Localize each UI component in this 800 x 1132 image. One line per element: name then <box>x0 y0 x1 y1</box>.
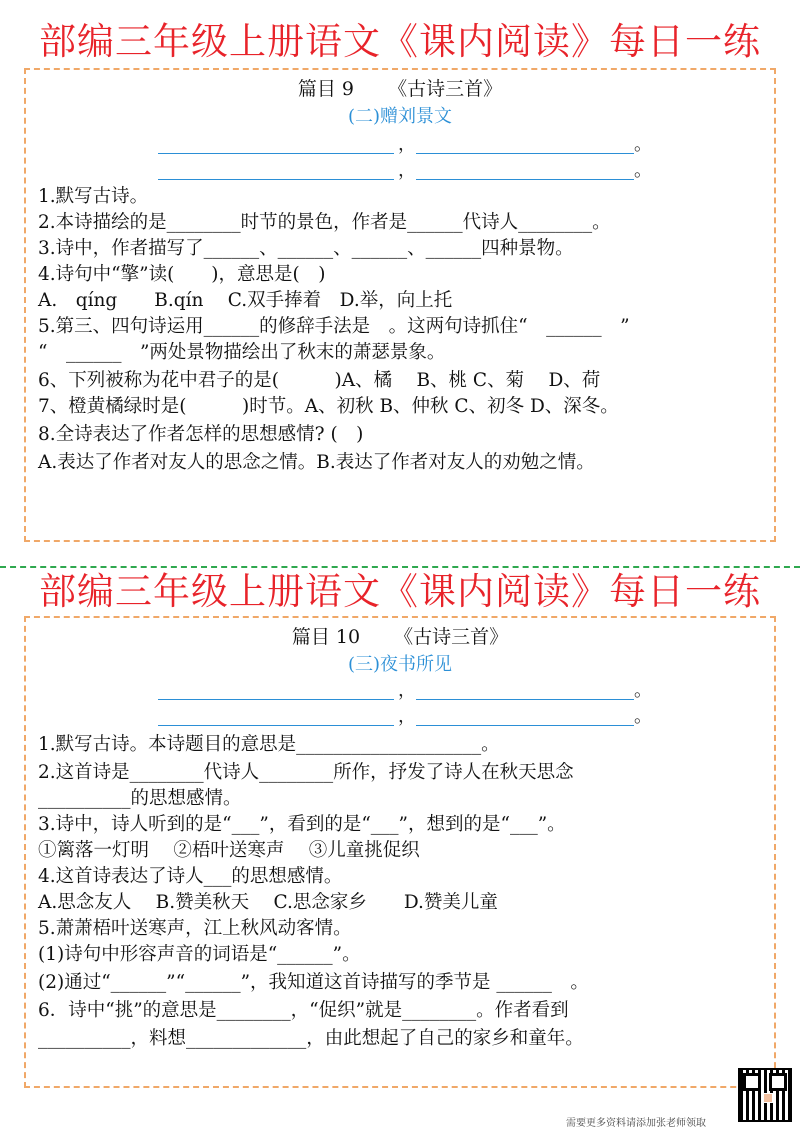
question-line: __________，料想_____________，由此想起了自己的家乡和童年。 <box>38 1028 584 1049</box>
question-line: (2)通过“______”“______”，我知道这首诗描写的季节是 ______ 。 <box>38 972 589 993</box>
comma: ， <box>398 680 416 701</box>
section-heading <box>0 74 800 101</box>
question-line: 3.诗中，诗人听到的是“___”，看到的是“___”，想到的是“___”。 <box>38 814 566 835</box>
question-line: 6．诗中“挑”的意思是________，“促织”就是________。作者看到 <box>38 1000 569 1021</box>
question-line: 5.第三、四句诗运用______的修辞手法是 。这两句诗抓住“ ______ ” <box>38 316 630 337</box>
section-number: 篇目 10 <box>291 626 361 648</box>
question-line: 1.默写古诗。 <box>38 186 149 207</box>
question-line: 4.诗句中“擎”读( )，意思是( ) <box>38 264 326 285</box>
question-line: __________的思想感情。 <box>38 788 242 809</box>
question-line: 4.这首诗表达了诗人___的思想感情。 <box>38 866 343 887</box>
question-line: 7、橙黄橘绿时是( )时节。A、初秋 B、仲秋 C、初冬 D、深冬。 <box>38 396 619 417</box>
question-line: ①篱落一灯明 ②梧叶送寒声 ③儿童挑促织 <box>38 840 420 861</box>
comma: ， <box>398 706 416 727</box>
question-line: 2.这首诗是________代诗人________所作，抒发了诗人在秋天思念 <box>38 762 574 783</box>
question-line: 5.萧萧梧叶送寒声，江上秋风动客情。 <box>38 918 352 939</box>
book-title: 《古诗三首》 <box>394 626 509 648</box>
question-line: A.表达了作者对友人的思念之情。B.表达了作者对友人的劝勉之情。 <box>38 452 595 473</box>
period: 。 <box>634 134 652 155</box>
period: 。 <box>634 680 652 701</box>
question-line: 3.诗中，作者描写了______、______、______、______四种景物。 <box>38 238 574 259</box>
footer-note: 需要更多资料请添加张老师领取 <box>566 1118 706 1129</box>
question-line: 1.默写古诗。本诗题目的意思是____________________。 <box>38 734 500 755</box>
qr-avatar-icon <box>763 1093 773 1103</box>
question-line: 2.本诗描绘的是________时节的景色，作者是______代诗人________。 <box>38 212 611 233</box>
question-line: A. qíng B.qín C.双手捧着 D.举，向上托 <box>38 290 453 311</box>
book-title: 《古诗三首》 <box>388 78 503 100</box>
section-divider <box>0 566 800 568</box>
question-line: 8.全诗表达了作者怎样的思想感情? ( ) <box>38 424 364 445</box>
question-line: “ ______ ”两处景物描绘出了秋末的萧瑟景象。 <box>38 342 446 363</box>
question-line: (1)诗句中形容声音的词语是“______”。 <box>38 944 361 965</box>
period: 。 <box>634 160 652 181</box>
question-line: A.思念友人 B.赞美秋天 C.思念家乡 D.赞美儿童 <box>38 892 498 913</box>
poem-title: (二)赠刘景文 <box>347 106 453 127</box>
page-title-bottom: 部编三年级上册语文《课内阅读》每日一练 <box>39 570 761 613</box>
period: 。 <box>634 706 652 727</box>
comma: ， <box>398 160 416 181</box>
page-title-top: 部编三年级上册语文《课内阅读》每日一练 <box>39 20 761 63</box>
comma: ， <box>398 134 416 155</box>
section-heading <box>0 622 800 649</box>
section-number: 篇目 9 <box>297 78 355 100</box>
poem-title: (三)夜书所见 <box>347 654 453 675</box>
question-line: 6、下列被称为花中君子的是( )A、橘 B、桃 C、菊 D、荷 <box>38 370 601 391</box>
